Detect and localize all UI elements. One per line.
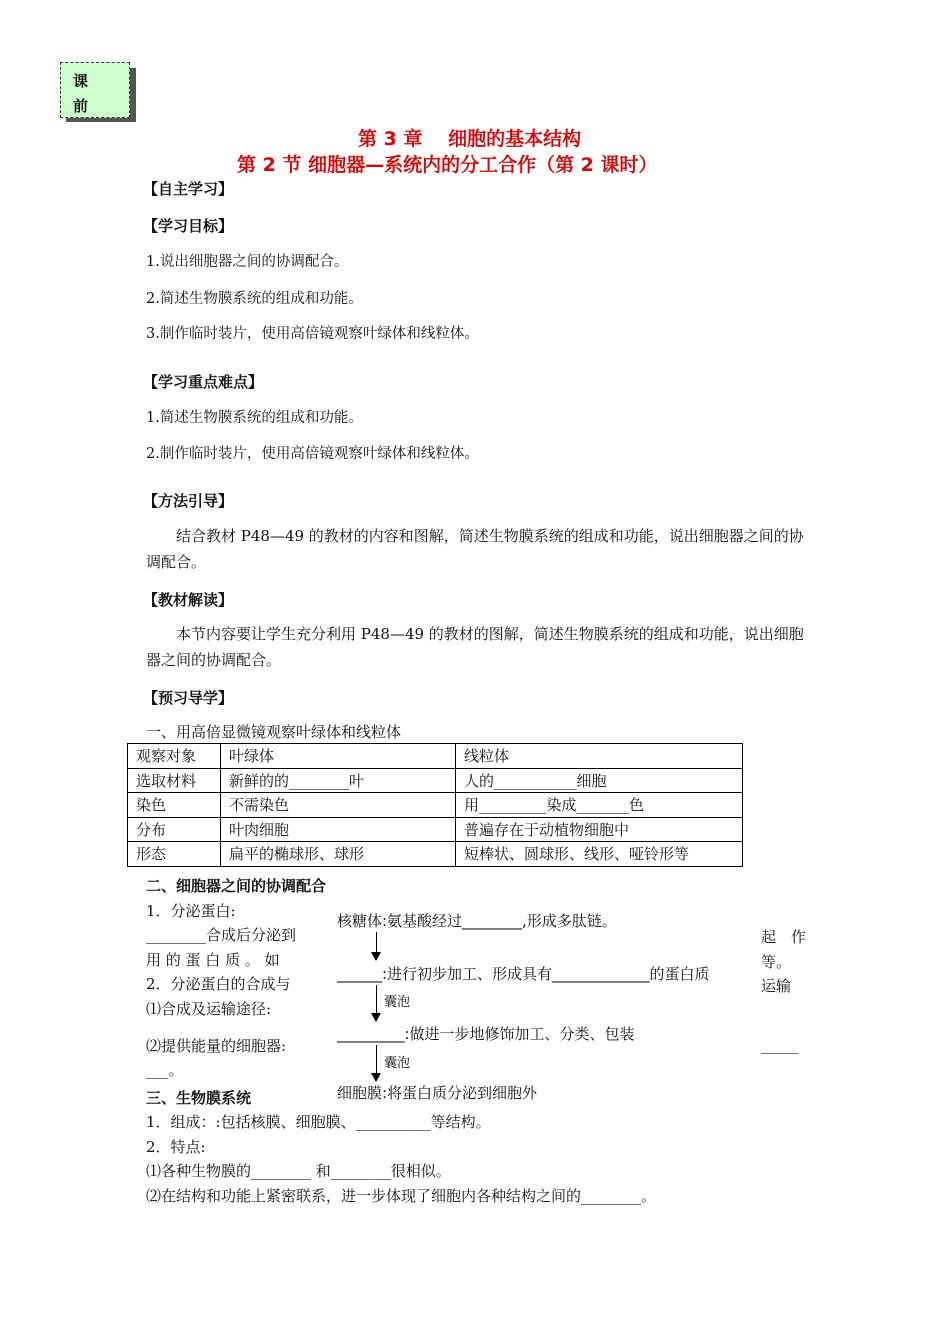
pre-class-tag xyxy=(60,62,130,118)
table-cell: 人的___________细胞 xyxy=(456,768,743,793)
table-cell: 叶绿体 xyxy=(221,744,456,769)
flow-vesicle-label: 囊泡 xyxy=(384,995,411,1010)
heading-self-study: 【自主学习】 xyxy=(143,180,234,198)
flow-arrow-line xyxy=(376,985,377,1015)
table-row xyxy=(128,793,743,818)
arrow-down-icon xyxy=(371,1073,381,1082)
table-cell: 不需染色 xyxy=(221,793,456,818)
part2-left-line: 用 的 蛋 白 质 。 如 xyxy=(146,951,280,969)
arrow-down-icon xyxy=(371,1013,381,1022)
heading-key-points: 【学习重点难点】 xyxy=(143,373,264,391)
heading-method: 【方法引导】 xyxy=(143,492,234,510)
table-cell: 叶肉细胞 xyxy=(221,817,456,842)
flow-cell-membrane: 细胞膜:将蛋白质分泌到细胞外 xyxy=(337,1084,538,1102)
arrow-down-icon xyxy=(371,952,381,961)
part2-left-line: 2．分泌蛋白的合成与 xyxy=(146,975,291,993)
table-cell: 分布 xyxy=(128,817,221,842)
heading-preview: 【预习导学】 xyxy=(143,689,234,707)
heading-reading: 【教材解读】 xyxy=(143,591,234,609)
part2-right-line: 运输 xyxy=(761,977,792,995)
section-title: 第 2 节 细胞器—系统内的分工合作（第 2 课时） xyxy=(237,154,658,176)
table-cell: 短棒状、圆球形、线形、哑铃形等 xyxy=(456,842,743,867)
tag-char-2: 前 xyxy=(73,97,89,115)
part2-left-line: ________合成后分泌到 xyxy=(146,926,297,944)
goal-item: 1.说出细胞器之间的协调配合。 xyxy=(146,254,349,270)
part2-right-line: 起 作 xyxy=(761,928,807,946)
flow-golgi: _________:做进一步地修饰加工、分类、包装 xyxy=(337,1025,635,1043)
observation-table xyxy=(127,743,743,867)
table-cell: 普遍存在于动植物细胞中 xyxy=(456,817,743,842)
key-point-item: 1.简述生物膜系统的组成和功能。 xyxy=(146,410,363,426)
table-row xyxy=(128,744,743,769)
flow-arrow-line xyxy=(376,1045,377,1075)
part2-title: 二、细胞器之间的协调配合 xyxy=(146,877,327,895)
part2-right-line: 等。 xyxy=(761,953,792,971)
part1-title: 一、用高倍显微镜观察叶绿体和线粒体 xyxy=(146,723,402,741)
table-cell: 染色 xyxy=(128,793,221,818)
flow-arrow-line xyxy=(376,932,377,954)
tag-char-1: 课 xyxy=(73,72,89,90)
table-cell: 用_________染成_______色 xyxy=(456,793,743,818)
table-cell: 新鲜的的________叶 xyxy=(221,768,456,793)
part3-line: ⑵在结构和功能上紧密联系，进一步体现了细胞内各种结构之间的________。 xyxy=(146,1187,657,1205)
table-cell: 选取材料 xyxy=(128,768,221,793)
part2-left-line: ⑴合成及运输途径: xyxy=(146,1000,272,1018)
chapter-title: 第 3 章 细胞的基本结构 xyxy=(358,128,582,150)
heading-goals: 【学习目标】 xyxy=(143,217,234,235)
part3-line: 1．组成：:包括核膜、细胞膜、__________等结构。 xyxy=(146,1113,491,1131)
flow-vesicle-label: 囊泡 xyxy=(384,1056,411,1071)
key-point-item: 2.制作临时装片，使用高倍镜观察叶绿体和线粒体。 xyxy=(146,446,479,462)
table-cell: 扁平的椭球形、球形 xyxy=(221,842,456,867)
method-paragraph: 结合教材 P48—49 的教材的内容和图解，简述生物膜系统的组成和功能，说出细胞器之间的协调配合。 xyxy=(146,527,804,571)
table-cell: 形态 xyxy=(128,842,221,867)
table-cell: 线粒体 xyxy=(456,744,743,769)
table-row xyxy=(128,842,743,867)
part3-line: 2．特点: xyxy=(146,1138,206,1156)
table-row xyxy=(128,817,743,842)
part3-title: 三、生物膜系统 xyxy=(146,1089,252,1107)
goal-item: 3.制作临时装片，使用高倍镜观察叶绿体和线粒体。 xyxy=(146,326,479,342)
table-cell: 观察对象 xyxy=(128,744,221,769)
part2-left-line: ⑵提供能量的细胞器: xyxy=(146,1037,287,1055)
part2-right-line: _____ xyxy=(761,1036,799,1054)
flow-ribosome: 核糖体:氨基酸经过________,形成多肽链。 xyxy=(337,912,617,930)
reading-paragraph: 本节内容要让学生充分利用 P48—49 的教材的图解，简述生物膜系统的组成和功能，说出细胞器之间的协调配合。 xyxy=(146,625,804,669)
part3-line: ⑴各种生物膜的________ 和________很相似。 xyxy=(146,1162,451,1180)
goal-item: 2.简述生物膜系统的组成和功能。 xyxy=(146,291,363,307)
part2-left-line: ___。 xyxy=(146,1061,184,1079)
part2-left-line: 1．分泌蛋白: xyxy=(146,902,236,920)
table-row xyxy=(128,768,743,793)
flow-er: ______:进行初步加工、形成具有_____________的蛋白质 xyxy=(337,965,710,983)
